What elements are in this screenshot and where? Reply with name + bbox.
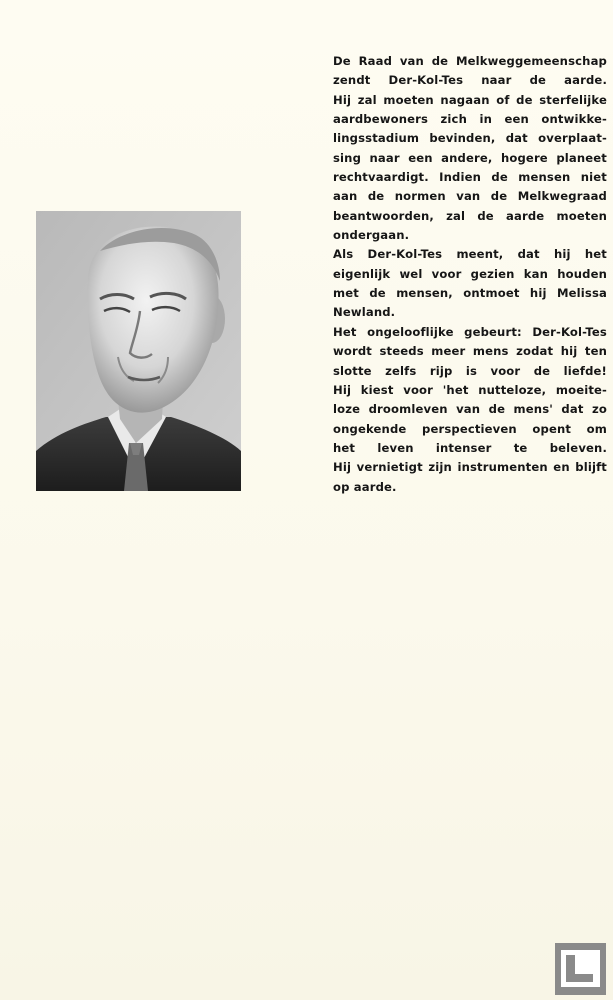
blurb-line: Hij vernietigt zijn instrumenten en blijft: [333, 460, 607, 475]
blurb-line: eigenlijk wel voor gezien kan houden: [333, 266, 607, 281]
author-portrait: [36, 211, 241, 491]
library-barcode-logo: [555, 943, 606, 995]
blurb-line: aardbewoners zich in een ontwikke-: [333, 112, 607, 127]
blurb-line: Als Der-Kol-Tes meent, dat hij het: [333, 247, 607, 262]
blurb-line: sing naar een andere, hogere planeet: [333, 150, 607, 165]
blurb-line: wordt steeds meer mens zodat hij ten: [333, 344, 607, 359]
blurb-line: Hij kiest voor 'het nutteloze, moeite-: [333, 382, 607, 397]
blurb-line: Hij zal moeten nagaan of de sterfelijke: [333, 92, 607, 107]
blurb-line: Newland.: [333, 305, 396, 320]
blurb-line: beantwoorden, zal de aarde moeten: [333, 208, 607, 223]
author-photo: [36, 211, 241, 491]
blurb-line: loze droomleven van de mens' dat zo: [333, 402, 607, 417]
blurb-line: De Raad van de Melkweggemeenschap: [333, 54, 607, 68]
blurb-line: ondergaan.: [333, 228, 410, 243]
blurb-line: op aarde.: [333, 479, 397, 494]
blurb-line: het leven intenser te beleven.: [333, 440, 607, 455]
blurb-line: aan de normen van de Melkwegraad: [333, 189, 607, 204]
blurb-line: zendt Der-Kol-Tes naar de aarde.: [333, 73, 607, 88]
logo-icon: [555, 943, 606, 995]
blurb-line: Het ongelooflijke gebeurt: Der-Kol-Tes: [333, 324, 607, 339]
blurb-line: rechtvaardigt. Indien de mensen niet: [333, 170, 607, 185]
blurb-line: met de mensen, ontmoet hij Melissa: [333, 286, 607, 301]
blurb-line: lingsstadium bevinden, dat overplaat-: [333, 131, 607, 146]
blurb-line: ongekende perspectieven opent om: [333, 421, 607, 436]
blurb-line: slotte zelfs rijp is voor de liefde!: [333, 363, 607, 378]
back-cover-blurb: [333, 52, 607, 497]
